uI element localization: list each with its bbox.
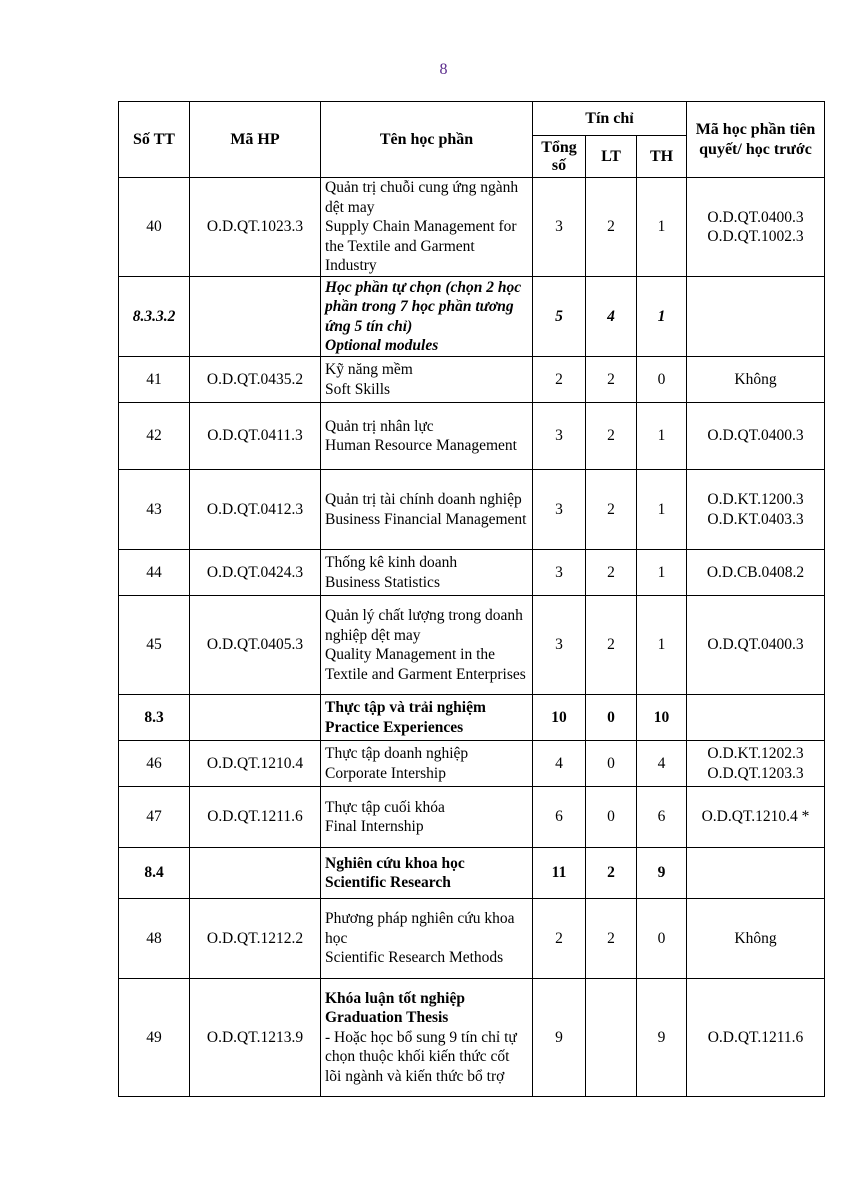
header-prereq: Mã học phần tiên quyết/ học trước bbox=[687, 102, 825, 178]
table-row bbox=[119, 741, 825, 787]
cell-ten-hp bbox=[321, 695, 533, 741]
cell-tong-so: 6 bbox=[533, 787, 586, 848]
table-row bbox=[119, 470, 825, 550]
cell-prereq bbox=[687, 695, 825, 741]
cell-lt: 0 bbox=[586, 695, 637, 741]
page-number: 8 bbox=[439, 61, 448, 78]
course-name-line: Kỹ năng mềm bbox=[325, 361, 413, 378]
cell-stt: 49 bbox=[119, 979, 190, 1097]
cell-stt: 8.4 bbox=[119, 848, 190, 899]
cell-ma-hp: O.D.QT.0424.3 bbox=[190, 550, 321, 596]
cell-tong-so: 3 bbox=[533, 550, 586, 596]
header-ma-hp: Mã HP bbox=[190, 102, 321, 178]
cell-prereq bbox=[687, 848, 825, 899]
cell-prereq bbox=[687, 470, 825, 550]
course-name-line: Human Resource Management bbox=[325, 437, 517, 454]
cell-ma-hp: O.D.QT.0411.3 bbox=[190, 403, 321, 470]
cell-ten-hp bbox=[321, 403, 533, 470]
table-row bbox=[119, 979, 825, 1097]
cell-ma-hp: O.D.QT.1210.4 bbox=[190, 741, 321, 787]
course-name-line: Thực tập cuối khóa bbox=[325, 798, 445, 816]
table-row bbox=[119, 848, 825, 899]
cell-prereq bbox=[687, 899, 825, 979]
course-name-line: Optional modules bbox=[325, 337, 439, 354]
table-row bbox=[119, 357, 825, 403]
cell-prereq bbox=[687, 787, 825, 848]
cell-lt: 2 bbox=[586, 403, 637, 470]
cell-th: 0 bbox=[637, 899, 687, 979]
cell-ten-hp bbox=[321, 899, 533, 979]
cell-th: 1 bbox=[637, 470, 687, 550]
cell-prereq bbox=[687, 596, 825, 695]
cell-stt: 47 bbox=[119, 787, 190, 848]
cell-lt: 2 bbox=[586, 550, 637, 596]
header-stt: Số TT bbox=[119, 102, 190, 178]
cell-th: 9 bbox=[637, 848, 687, 899]
prereq-code: O.D.QT.0400.3 bbox=[707, 636, 804, 654]
cell-ten-hp bbox=[321, 979, 533, 1097]
course-name-line: Supply Chain Management for the Textile and Garment Industry bbox=[325, 218, 517, 275]
prereq-code: Không bbox=[734, 929, 777, 947]
course-name-line: Scientific Research bbox=[325, 874, 451, 891]
table-row bbox=[119, 695, 825, 741]
cell-tong-so: 9 bbox=[533, 979, 586, 1097]
table-row bbox=[119, 277, 825, 357]
cell-th: 10 bbox=[637, 695, 687, 741]
cell-th: 1 bbox=[637, 178, 687, 277]
cell-ten-hp bbox=[321, 357, 533, 403]
cell-ten-hp bbox=[321, 741, 533, 787]
cell-lt bbox=[586, 979, 637, 1097]
cell-stt: 41 bbox=[119, 357, 190, 403]
prereq-code: O.D.CB.0408.2 bbox=[706, 563, 805, 581]
prereq-code: O.D.KT.0403.3 bbox=[707, 510, 804, 528]
course-name-line: Quality Management in the Textile and Garment Enterprises bbox=[325, 646, 526, 683]
header-lt: LT bbox=[586, 136, 637, 178]
cell-lt: 2 bbox=[586, 596, 637, 695]
cell-prereq bbox=[687, 979, 825, 1097]
prereq-code: O.D.QT.0400.3 bbox=[707, 427, 804, 445]
table-header bbox=[119, 102, 825, 178]
cell-stt: 8.3.3.2 bbox=[119, 277, 190, 357]
cell-stt: 46 bbox=[119, 741, 190, 787]
cell-ma-hp: O.D.QT.1023.3 bbox=[190, 178, 321, 277]
table-row bbox=[119, 899, 825, 979]
cell-prereq bbox=[687, 178, 825, 277]
cell-prereq bbox=[687, 277, 825, 357]
cell-stt: 48 bbox=[119, 899, 190, 979]
cell-ten-hp bbox=[321, 787, 533, 848]
prereq-code: O.D.QT.1203.3 bbox=[707, 764, 804, 782]
cell-ten-hp bbox=[321, 848, 533, 899]
course-name-line: Học phần tự chọn (chọn 2 học phần trong 7 học phần tương ứng 5 tín chỉ) bbox=[325, 278, 522, 335]
cell-tong-so: 3 bbox=[533, 596, 586, 695]
header-th: TH bbox=[637, 136, 687, 178]
cell-tong-so: 10 bbox=[533, 695, 586, 741]
course-name-line: Business Financial Management bbox=[325, 510, 527, 528]
course-name-line: Nghiên cứu khoa học bbox=[325, 854, 465, 872]
cell-stt: 43 bbox=[119, 470, 190, 550]
cell-th: 1 bbox=[637, 550, 687, 596]
cell-ten-hp bbox=[321, 596, 533, 695]
table-row bbox=[119, 403, 825, 470]
cell-stt: 42 bbox=[119, 403, 190, 470]
course-name-line: Quản trị chuỗi cung ứng ngành dệt may bbox=[325, 179, 519, 216]
prereq-code: O.D.QT.1210.4 * bbox=[701, 808, 810, 826]
table-row bbox=[119, 550, 825, 596]
cell-ma-hp: O.D.QT.1211.6 bbox=[190, 787, 321, 848]
cell-ma-hp: O.D.QT.0405.3 bbox=[190, 596, 321, 695]
cell-tong-so: 3 bbox=[533, 470, 586, 550]
cell-ma-hp bbox=[190, 695, 321, 741]
cell-lt: 0 bbox=[586, 741, 637, 787]
header-ten-hp: Tên học phần bbox=[321, 102, 533, 178]
course-name-line: Final Internship bbox=[325, 818, 424, 835]
cell-ten-hp bbox=[321, 550, 533, 596]
cell-lt: 4 bbox=[586, 277, 637, 357]
cell-stt: 44 bbox=[119, 550, 190, 596]
cell-lt: 2 bbox=[586, 848, 637, 899]
cell-tong-so: 2 bbox=[533, 899, 586, 979]
cell-stt: 45 bbox=[119, 596, 190, 695]
prereq-code: Không bbox=[734, 370, 777, 388]
course-name-line: Soft Skills bbox=[325, 380, 391, 398]
cell-ten-hp bbox=[321, 277, 533, 357]
curriculum-table bbox=[118, 101, 825, 1097]
prereq-code: O.D.QT.0400.3 bbox=[707, 208, 804, 226]
cell-lt: 2 bbox=[586, 178, 637, 277]
table-row bbox=[119, 596, 825, 695]
cell-stt: 8.3 bbox=[119, 695, 190, 741]
cell-ma-hp bbox=[190, 277, 321, 357]
cell-lt: 2 bbox=[586, 357, 637, 403]
course-name-line: Quản trị nhân lực bbox=[325, 417, 434, 435]
cell-th: 4 bbox=[637, 741, 687, 787]
header-tong-so: Tổng số bbox=[533, 136, 586, 178]
course-name-line: - Hoặc học bổ sung 9 tín chỉ tự chọn thuộc khối kiến thức cốt lõi ngành và kiến thức bổ trợ bbox=[325, 1028, 517, 1085]
cell-ma-hp: O.D.QT.0435.2 bbox=[190, 357, 321, 403]
course-name-line: Thực tập doanh nghiệp bbox=[325, 745, 469, 762]
cell-prereq bbox=[687, 550, 825, 596]
cell-ten-hp bbox=[321, 178, 533, 277]
prereq-code: O.D.KT.1200.3 bbox=[707, 491, 804, 508]
cell-th: 9 bbox=[637, 979, 687, 1097]
cell-tong-so: 5 bbox=[533, 277, 586, 357]
cell-tong-so: 11 bbox=[533, 848, 586, 899]
cell-th: 1 bbox=[637, 403, 687, 470]
cell-prereq bbox=[687, 357, 825, 403]
cell-ten-hp bbox=[321, 470, 533, 550]
cell-lt: 2 bbox=[586, 899, 637, 979]
course-name-line: Khóa luận tốt nghiệp bbox=[325, 989, 465, 1007]
course-name-line: Quản trị tài chính doanh nghiệp bbox=[325, 491, 522, 508]
prereq-code: O.D.QT.1211.6 bbox=[707, 1028, 804, 1046]
cell-ma-hp: O.D.QT.0412.3 bbox=[190, 470, 321, 550]
cell-prereq bbox=[687, 741, 825, 787]
cell-tong-so: 4 bbox=[533, 741, 586, 787]
table-body bbox=[119, 178, 825, 1097]
prereq-code: O.D.QT.1002.3 bbox=[707, 228, 804, 245]
course-name-line: Graduation Thesis bbox=[325, 1009, 449, 1027]
header-tin-chi: Tín chỉ bbox=[533, 102, 687, 136]
cell-ma-hp: O.D.QT.1212.2 bbox=[190, 899, 321, 979]
cell-th: 1 bbox=[637, 596, 687, 695]
cell-ma-hp bbox=[190, 848, 321, 899]
course-name-line: Phương pháp nghiên cứu khoa học bbox=[325, 910, 515, 947]
cell-tong-so: 2 bbox=[533, 357, 586, 403]
course-name-line: Practice Experiences bbox=[325, 718, 464, 736]
table-row bbox=[119, 787, 825, 848]
cell-ma-hp: O.D.QT.1213.9 bbox=[190, 979, 321, 1097]
cell-prereq bbox=[687, 403, 825, 470]
course-name-line: Thống kê kinh doanh bbox=[325, 554, 458, 571]
cell-th: 6 bbox=[637, 787, 687, 848]
course-name-line: Business Statistics bbox=[325, 573, 440, 591]
cell-th: 0 bbox=[637, 357, 687, 403]
course-name-line: Quản lý chất lượng trong doanh nghiệp dệt may bbox=[325, 607, 523, 644]
course-name-line: Scientific Research Methods bbox=[325, 949, 504, 967]
cell-th: 1 bbox=[637, 277, 687, 357]
course-name-line: Corporate Intership bbox=[325, 764, 446, 782]
cell-lt: 2 bbox=[586, 470, 637, 550]
prereq-code: O.D.KT.1202.3 bbox=[707, 745, 804, 762]
cell-tong-so: 3 bbox=[533, 403, 586, 470]
cell-stt: 40 bbox=[119, 178, 190, 277]
table-row bbox=[119, 178, 825, 277]
cell-lt: 0 bbox=[586, 787, 637, 848]
cell-tong-so: 3 bbox=[533, 178, 586, 277]
course-name-line: Thực tập và trải nghiệm bbox=[325, 699, 486, 716]
